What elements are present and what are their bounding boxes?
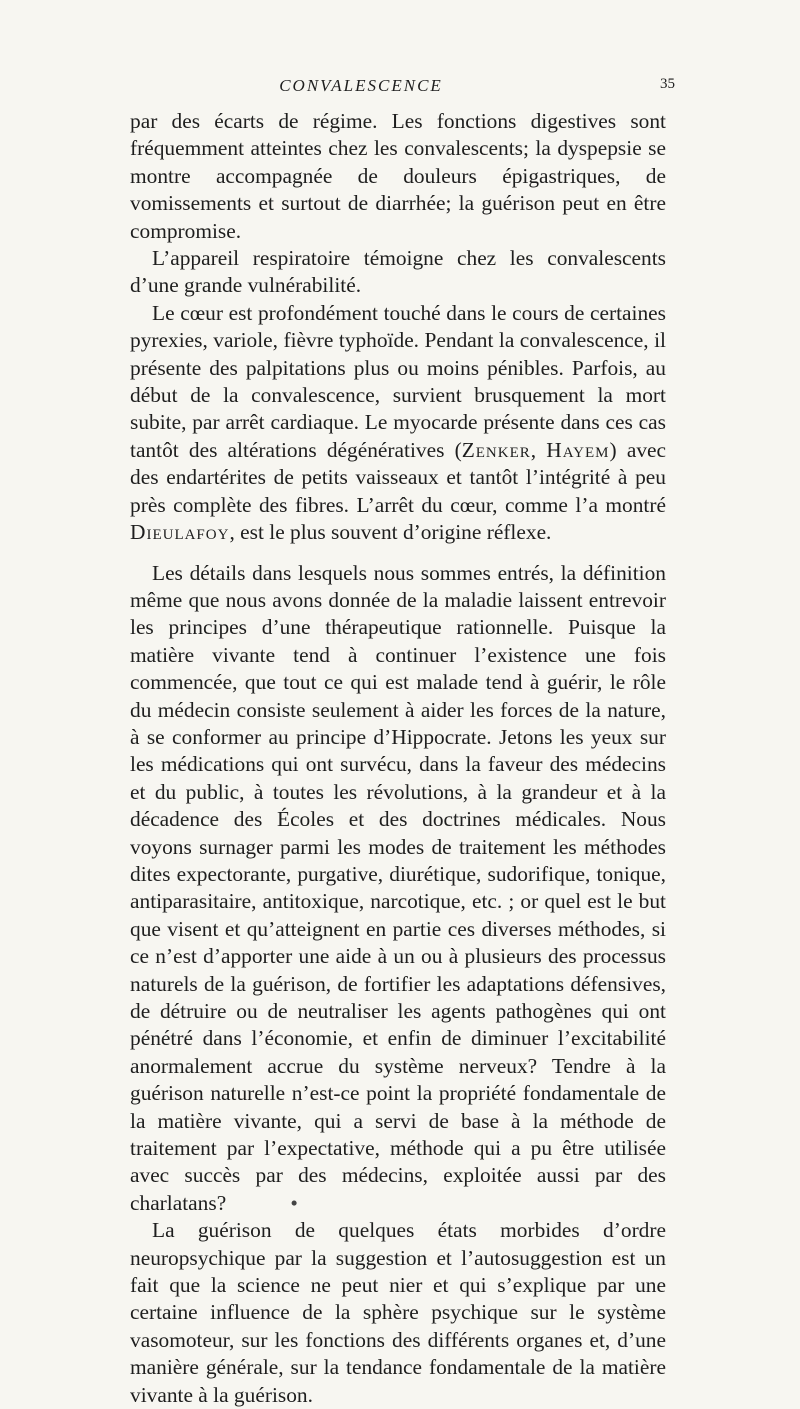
cardiac-text-d: , est le plus souvent d’origine réflexe. [229,520,552,545]
paragraph-cardiac [130,300,666,547]
stray-mark: • [290,1190,298,1215]
running-title: CONVALESCENCE [279,76,443,95]
paragraph-therapeutics [130,560,666,1218]
author-hayem: Hayem [546,437,610,462]
paragraph-digestive: par des écarts de régime. Les fonctions digestives sont fréquemment atteintes chez les convalescents; la dyspepsie se montre accompagnée de douleurs épigastriques, de vomissements et surtout de diarrhée; la guérison peut en être compromise. [130,109,666,243]
page-number: 35 [660,76,675,92]
author-zenker: Zenker [461,437,531,462]
therapeutics-text: Les détails dans lesquels nous sommes entrés, la définition même que nous avons donnée de la maladie laissent entrevoir les principes d’une thérapeutique rationnelle. Puisque la matière vivante tend à continuer l’existence une fois commencée, que tout ce qui est malade tend à guérir, le rôle du médecin consiste seulement à aider les forces de la nature, à se conformer au principe d’Hippocrate. Jetons les yeux sur les médications qui ont survécu, dans la faveur des médecins et du public, à toutes les révolutions, à la grandeur et à la décadence des Écoles et des doctrines médicales. Nous voyons surnager parmi les modes de traitement les méthodes dites expectorante, purgative, diurétique, sudorifique, tonique, antiparasitaire, antitoxique, narcotique, etc. ; or quel est le but que visent et qu’atteignent en partie ces diverses méthodes, si ce n’est d’apporter une aide à un ou à plusieurs des processus naturels de la guérison, de fortifier les adaptations défensives, de détruire ou de neutraliser les agents pathogènes qui ont pénétré dans l’économie, et enfin de diminuer l’excitabilité anormalement accrue du système nerveux? Tendre à la guérison naturelle n’est-ce point la propriété fondamentale de la matière vivante, qui a servi de base à la méthode de traitement par l’expectative, méthode qui a pu être utilisée avec succès par des médecins, exploitée aussi par des charlatans? [130,560,666,1215]
cardiac-text-b: , [530,437,547,462]
cardiac-text-a: Le cœur est profondément touché dans le cours de certaines pyrexies, variole, fièvre typhoïde. Pendant la convalescence, il présente des palpitations plus ou moins pénibles. Parfois, au début de la convalescence, survient brusquement la mort subite, par arrêt cardiaque. Le myocarde présente dans ces cas tantôt des altérations dégénératives ( [130,300,666,462]
cardiac-text-c: ) avec des endartérites de petits vaisseaux et tantôt l’intégrité à peu près complète des fibres. L’arrêt du cœur, comme l’a montré [130,437,666,517]
running-header [0,76,800,100]
author-dieulafoy: Dieulafoy [130,520,230,545]
body-text [130,108,666,1409]
paragraph-respiratory: L’appareil respiratoire témoigne chez les convalescents d’une grande vulnérabilité. [130,246,666,298]
paragraph-suggestion: La guérison de quelques états morbides d’ordre neuropsychique par la suggestion et l’autosuggestion est un fait que la science ne peut nier et qui s’explique par une certaine influence de la sphère psychique sur le système vasomoteur, sur les fonctions des différents organes et, d’une manière générale, sur la tendance fondamentale de la matière vivante à la guérison. [130,1218,666,1407]
